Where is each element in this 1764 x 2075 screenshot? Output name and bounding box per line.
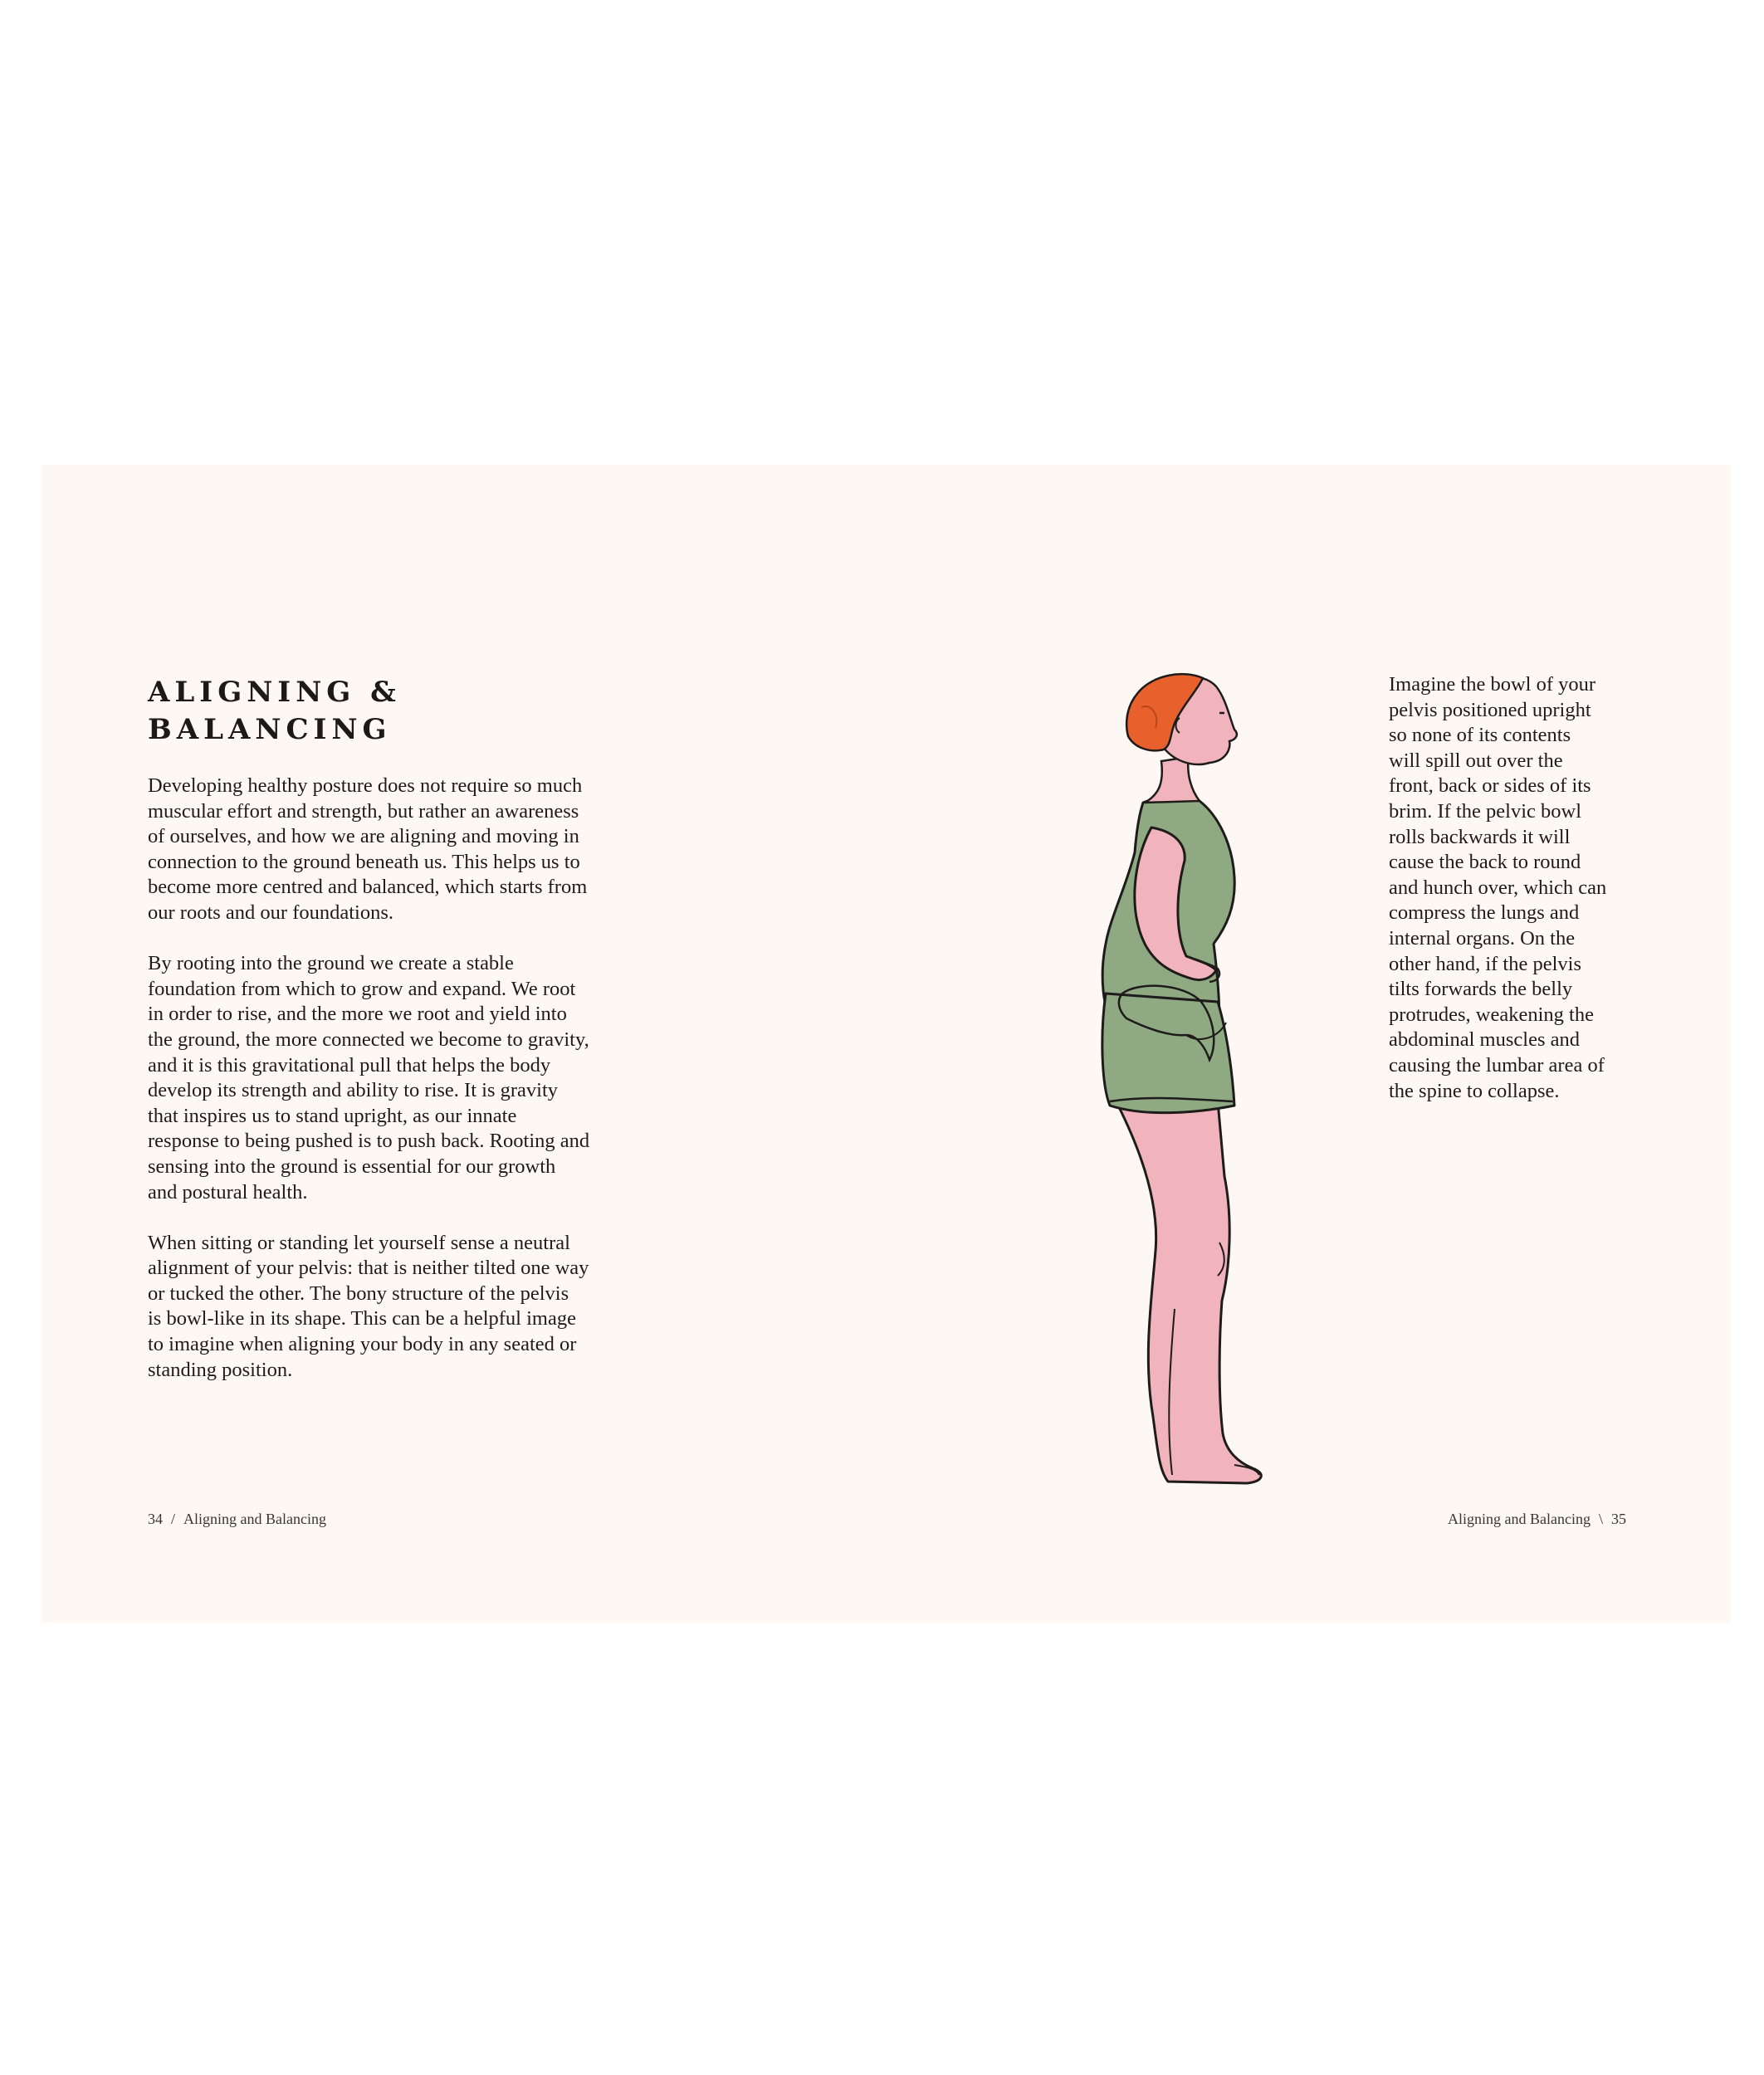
text-line: muscular effort and strength, but rather an awareness — [148, 799, 579, 823]
text-line: or tucked the other. The bony structure of the pelvis — [148, 1282, 569, 1305]
folio-separator: / — [171, 1511, 176, 1527]
text-line: develop its strength and ability to rise. It is gravity — [148, 1079, 558, 1102]
illustration-svg — [1093, 670, 1342, 1487]
left-page-footer — [148, 1511, 326, 1528]
chapter-heading — [148, 674, 401, 749]
running-title: Aligning and Balancing — [1448, 1511, 1591, 1527]
text-line: When sitting or standing let yourself sense a neutral — [148, 1231, 570, 1254]
text-line: so none of its contents — [1389, 724, 1571, 747]
right-page-footer — [1448, 1511, 1626, 1528]
paragraph — [1389, 672, 1654, 1104]
text-line: standing position. — [148, 1358, 293, 1381]
text-line: abdominal muscles and — [1389, 1028, 1580, 1052]
text-line: compress the lungs and — [1389, 901, 1580, 925]
text-line: will spill out over the — [1389, 749, 1563, 772]
text-line: of ourselves, and how we are aligning and moving in — [148, 825, 579, 848]
text-line: internal organs. On the — [1389, 926, 1576, 950]
legs — [1118, 1101, 1261, 1483]
page-number: 34 — [148, 1511, 163, 1527]
text-line: the ground, the more connected we become to gravity, — [148, 1028, 589, 1051]
text-line: and it is this gravitational pull that helps the body — [148, 1053, 551, 1077]
text-line: and hunch over, which can — [1389, 876, 1607, 899]
text-line: connection to the ground beneath us. This helps us to — [148, 850, 580, 873]
text-line: rolls backwards it will — [1389, 825, 1571, 848]
text-line: brim. If the pelvic bowl — [1389, 799, 1582, 823]
text-line: cause the back to round — [1389, 851, 1581, 874]
heading-line: BALANCING — [148, 713, 392, 746]
text-line: sensing into the ground is essential for our growth — [148, 1155, 556, 1178]
text-line: that inspires us to stand upright, as our innate — [148, 1104, 517, 1127]
text-line: is bowl-like in its shape. This can be a helpful image — [148, 1307, 576, 1330]
text-line: Imagine the bowl of your — [1389, 673, 1596, 696]
page-number: 35 — [1611, 1511, 1626, 1527]
text-line: pelvis positioned upright — [1389, 698, 1591, 721]
text-line: front, back or sides of its — [1389, 774, 1591, 798]
standing-woman-illustration — [1093, 670, 1342, 1487]
paragraph — [148, 774, 662, 926]
right-page-body — [1389, 672, 1654, 1104]
text-line: foundation from which to grow and expand. We root — [148, 977, 576, 1000]
text-line: protrudes, weakening the — [1389, 1003, 1594, 1026]
text-line: alignment of your pelvis: that is neither tilted one way — [148, 1257, 589, 1280]
text-line: other hand, if the pelvis — [1389, 952, 1582, 975]
text-line: our roots and our foundations. — [148, 901, 393, 924]
running-title: Aligning and Balancing — [183, 1511, 326, 1527]
paragraph — [148, 951, 662, 1205]
text-line: the spine to collapse. — [1389, 1079, 1560, 1102]
left-page-body — [148, 774, 662, 1409]
paragraph — [148, 1231, 662, 1384]
text-line: become more centred and balanced, which starts from — [148, 876, 588, 899]
text-line: tilts forwards the belly — [1389, 978, 1573, 1001]
heading-line: ALIGNING & — [148, 676, 401, 709]
text-line: By rooting into the ground we create a stable — [148, 952, 514, 975]
book-spread — [42, 465, 1731, 1623]
text-line: causing the lumbar area of — [1389, 1053, 1605, 1077]
text-line: response to being pushed is to push back. Rooting and — [148, 1130, 590, 1153]
text-line: in order to rise, and the more we root and yield into — [148, 1003, 567, 1026]
text-line: to imagine when aligning your body in any seated or — [148, 1333, 577, 1356]
text-line: and postural health. — [148, 1180, 308, 1204]
text-line: Developing healthy posture does not require so much — [148, 774, 583, 797]
folio-separator: \ — [1598, 1511, 1603, 1527]
